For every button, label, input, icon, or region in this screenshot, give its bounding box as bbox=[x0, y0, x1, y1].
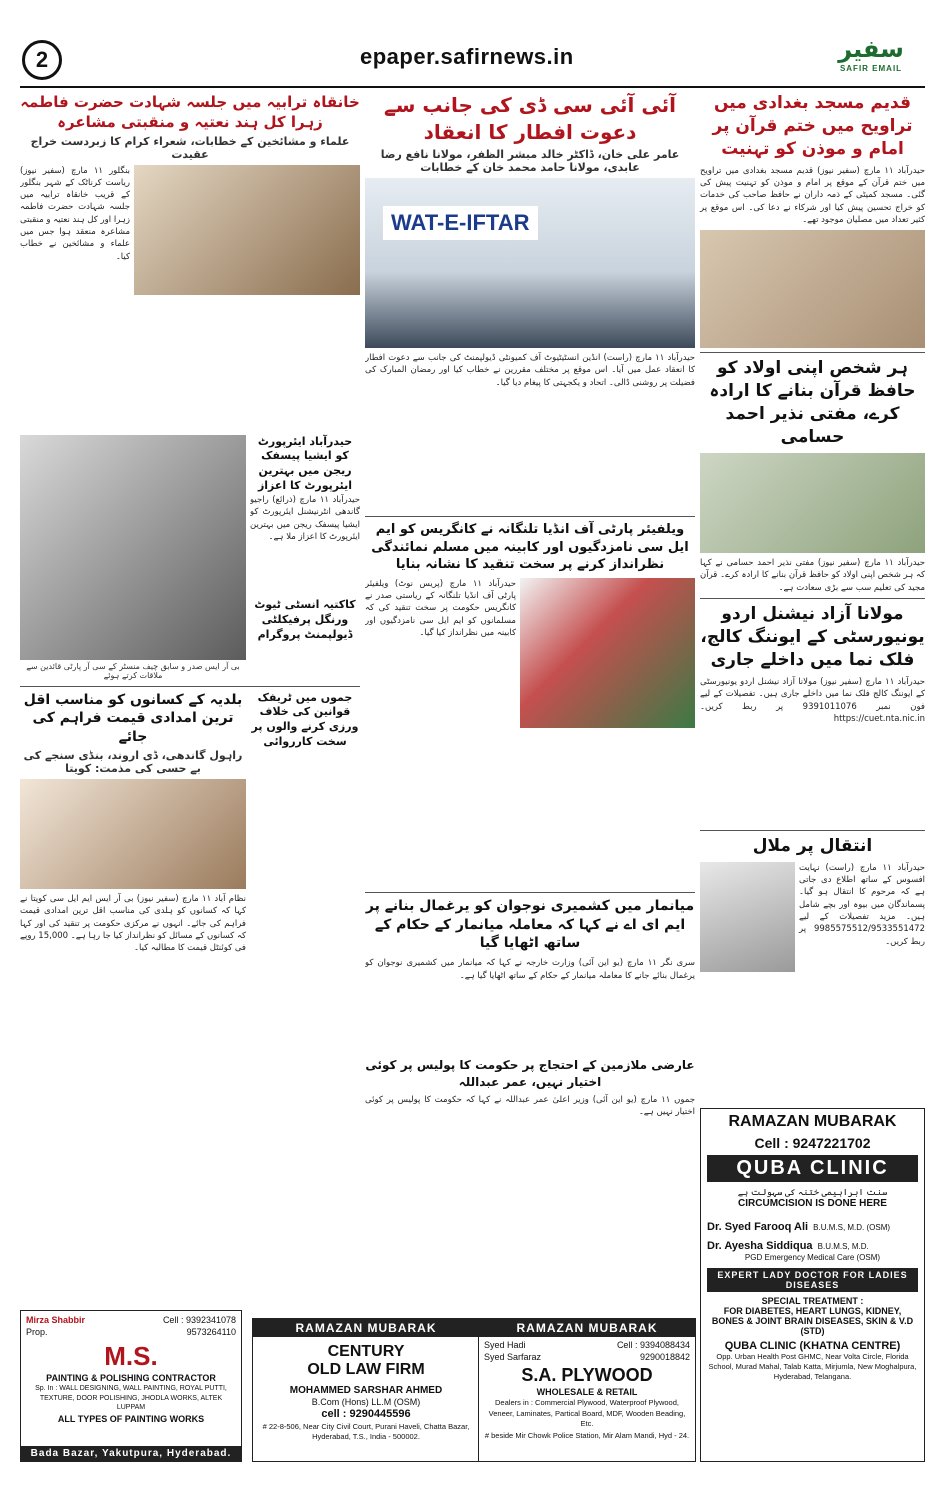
ms-services: Sp. In : WALL DESIGNING, WALL PAINTING, ROYAL PUTTI, TEXTURE, DOOR POLISHING, JHODLA WORKS, ALTEK LUPPAM bbox=[35, 1385, 227, 1412]
mid-story1-subheadline: عامر علی خان، ڈاکٹر خالد مبشر الظفر، مولانا نافع رضا عابدی، مولانا حامد محمد خان کے خطابات bbox=[380, 148, 680, 174]
mid-story1-body: حیدرآباد ۱۱ مارچ (راست) انڈین انسٹیٹیوٹ آف کمیونٹی ڈیولپمنٹ کی جانب سے دعوت افطار کا انعقاد عمل میں آیا۔ اس موقع پر مختلف مقررین نے خطاب کیا اور رمضان المبارک کی فضیلت پر روشنی ڈالی۔ اتحاد و یکجہتی کا پیغام دیا گیا۔ bbox=[365, 353, 695, 388]
divider bbox=[365, 892, 695, 893]
quba-circumcision: CIRCUMCISION IS DONE HERE bbox=[738, 1198, 887, 1210]
left-column bbox=[20, 92, 360, 1103]
right-column bbox=[700, 92, 925, 972]
quba-urdu-line: سنت ابراہیمی ختنہ کی سہولت ہے bbox=[737, 1187, 888, 1197]
plywood-person2: Syed Sarfaraz bbox=[484, 1352, 542, 1363]
divider bbox=[365, 516, 695, 517]
left-story1-subheadline: علماء و مشائخین کے خطابات، شعراء کرام کا زبردست خراج عقیدت bbox=[30, 134, 350, 161]
quba-doctor2: Dr. Ayesha Siddiqua bbox=[707, 1240, 813, 1253]
right-story1-body: حیدرآباد ۱۱ مارچ (سفیر نیوز) قدیم مسجد بغدادی میں تراویح میں ختم قرآن کے موقع پر امام و موذن کو تہنیت پیش کی گئی۔ مسجد کمیٹی کے ذمہ داران نے حافظ صاحب کی خدمات کو خراج تحسین پیش کیا اور شرکاء نے دعا کی۔ اس موقع پر کثیر تعداد میں مصلیان موجود تھے۔ bbox=[700, 165, 925, 226]
divider bbox=[700, 598, 925, 599]
left-story5-headline: بلدیہ کے کسانوں کو مناسب اقل ترین امدادی قیمت فراہم کی جائے bbox=[23, 691, 243, 746]
quba-expert: EXPERT LADY DOCTOR FOR LADIES DISEASES bbox=[707, 1268, 918, 1292]
left-story2-body: حیدرآباد ۱۱ مارچ (ذرائع) راجیو گاندھی انٹرنیشنل ایئرپورٹ کو ایشیا پیسفک ریجن میں بہترین ایئرپورٹ کا اعزاز ملا ہے۔ bbox=[250, 494, 360, 542]
quba-cell: Cell : 9247221702 bbox=[754, 1135, 871, 1151]
right-story3-body: حیدرآباد ۱۱ مارچ (سفیر نیوز) مولانا آزاد نیشنل اردو یونیورسٹی کے ایوننگ کالج فلک نما میں داخلے جاری ہیں۔ تفصیلات کے لیے فون نمبر 9391011076 پر ربط کریں۔ https://cuet.nta.nic.in bbox=[700, 676, 925, 724]
right-story2-headline: ہر شخص اپنی اولاد کو حافظ قرآن بنانے کا ارادہ کرے، مفتی نذیر احمد حسامی bbox=[709, 358, 916, 448]
logo-subtext: SAFIR EMAIL bbox=[839, 64, 903, 73]
mid-story3-body: سری نگر ۱۱ مارچ (یو این آئی) وزارت خارجہ نے کہا کہ میانمار میں کشمیری نوجوان کو یرغمال بنائے جانے کا معاملہ میانمار کے حکام کے ساتھ اٹھایا گیا ہے۔ bbox=[365, 958, 695, 981]
obituary-portrait bbox=[700, 862, 795, 972]
left-story5-subheadline: راہول گاندھی، ڈی اروند، بنڈی سنجے کی بے حسی کی مذمت: کویتا bbox=[23, 749, 243, 776]
page-number: 2 bbox=[22, 40, 62, 80]
plywood-dealers: Dealers in : Commercial Plywood, Waterproof Plywood, Veneer, Laminates, Partical Board, MDF, Wooden Beading, Etc. bbox=[488, 1398, 686, 1428]
plywood-person1: Syed Hadi bbox=[484, 1340, 526, 1350]
ms-all-works: ALL TYPES OF PAINTING WORKS bbox=[57, 1413, 205, 1424]
law-cell: cell : 9290445596 bbox=[321, 1408, 411, 1421]
middle-column bbox=[365, 92, 695, 1118]
quba-ramazan-band: RAMAZAN MUBARAK bbox=[728, 1113, 897, 1130]
hafiz-event-photo bbox=[700, 453, 925, 553]
mid-story4-body: جموں ۱۱ مارچ (یو این آئی) وزیر اعلیٰ عمر عبداللہ نے کہا کہ حکومت کا پولیس پر کوئی اختیار نہیں ہے۔ bbox=[365, 1094, 695, 1117]
law-line2: OLD LAW FIRM bbox=[307, 1361, 425, 1378]
law-ramazan-band: RAMAZAN MUBARAK bbox=[253, 1319, 479, 1337]
left-story1-body: بنگلور ۱۱ مارچ (سفیر نیوز) ریاست کرناٹک کے شہر بنگلور کے قریب خانقاہ ترابیہ میں جلسہ شہادت حضرت فاطمہ زہرا اور کل ہند نعتیہ و منقبتی مشاعرہ منعقد ہوا جس میں علماء و مشائخین نے خطاب کیا۔ bbox=[20, 165, 130, 262]
ms-owner: Mirza Shabbir bbox=[26, 1315, 86, 1325]
iftar-event-photo bbox=[365, 178, 695, 348]
kavitha-event-photo bbox=[20, 779, 246, 889]
law-line1: CENTURY bbox=[327, 1343, 405, 1360]
logo-text: سفیر bbox=[838, 35, 904, 63]
quba-doctor2-role: PGD Emergency Medical Care (OSM) bbox=[744, 1253, 881, 1263]
plywood-ad bbox=[478, 1318, 696, 1462]
mid-story2-body: حیدرآباد ۱۱ مارچ (پریس نوٹ) ویلفیئر پارٹی آف انڈیا تلنگانہ کے ریاستی صدر نے کانگریس حکومت پر سخت تنقید کی کہ مسلمانوں کو ایم ایل سی نامزدگیوں اور کابینہ میں نظرانداز کیا گیا۔ bbox=[365, 578, 516, 638]
ms-tagline: PAINTING & POLISHING CONTRACTOR bbox=[46, 1373, 216, 1384]
ms-cell: Cell : 9392341078 bbox=[162, 1315, 236, 1325]
masthead bbox=[0, 0, 945, 84]
khanqah-event-photo bbox=[134, 165, 360, 295]
right-story2-body: حیدرآباد ۱۱ مارچ (سفیر نیوز) مفتی نذیر احمد حسامی نے کہا کہ ہر شخص اپنی اولاد کو حافظ قرآن بنانے کا ارادہ کرے۔ قرآن مجید کی تعلیم سب سے بڑی سعادت ہے۔ bbox=[700, 558, 925, 593]
kcr-meeting-photo bbox=[20, 435, 246, 660]
mid-story2-headline: ویلفیئر پارٹی آف انڈیا تلنگانہ نے کانگریس کو ایم ایل سی نامزدگیوں اور کابینہ میں مسلم نمائندگی نظرانداز کرنے پر سخت تنقید کا نشانہ بنایا bbox=[371, 522, 689, 573]
divider bbox=[700, 830, 925, 831]
right-story1-headline: قدیم مسجد بغدادی میں تراویح میں ختم قرآن پر امام و موذن کو تہنیت bbox=[712, 93, 913, 159]
left-story2-headline: حیدرآباد ایئرپورٹ کو ایشیا پیسفک ریجن میں بہترین ایئرپورٹ کا اعزاز bbox=[257, 434, 353, 493]
mosque-event-photo bbox=[700, 230, 925, 348]
header-rule bbox=[20, 86, 925, 88]
plywood-ramazan-band: RAMAZAN MUBARAK bbox=[479, 1319, 695, 1337]
left-story1-continued bbox=[20, 295, 360, 435]
left-story5-body: نظام آباد ۱۱ مارچ (سفیر نیوز) بی آر ایس ایم ایل سی کویتا نے کہا کہ کسانوں کو ہلدی کی مناسب اقل ترین امدادی قیمت فراہم کی جائے۔ انہوں نے مرکزی حکومت پر تنقید کی اور کہا کہ کسانوں کے مسائل کو نظرانداز کیا جا رہا ہے۔ 15,000 روپے فی کوئنٹل قیمت کا مطالبہ کیا۔ bbox=[20, 894, 246, 954]
right-story4-body: حیدرآباد ۱۱ مارچ (راست) نہایت افسوس کے ساتھ اطلاع دی جاتی ہے کہ مرحوم کا انتقال ہو گیا۔ پسماندگان میں بیوہ اور بچے شامل ہیں۔ مزید تفصیلات کے لیے 9985575512/9533551472 پر ربط کریں۔ bbox=[799, 862, 925, 947]
mid-story1-headline: آئی آئی سی ڈی کی جانب سے دعوت افطار کا انعقاد bbox=[384, 93, 676, 144]
mid-story4-headline: عارضی ملازمین کے احتجاج پر حکومت کا پولیس پر کوئی اختیار نہیں، عمر عبداللہ bbox=[365, 1058, 695, 1089]
left-story4-headline: جموں میں ٹریفک قوانین کی خلاف ورزی کرنے والوں پر سخت کارروائی bbox=[251, 690, 359, 749]
law-person: MOHAMMED SARSHAR AHMED bbox=[289, 1385, 443, 1396]
quba-doctor1-qual: B.U.M.S, M.D. (OSM) bbox=[813, 1223, 891, 1233]
quba-doctor2-qual: B.U.M.S, M.D. bbox=[817, 1242, 869, 1252]
ms-cell2: 9573264110 bbox=[186, 1327, 236, 1338]
newspaper-logo bbox=[821, 34, 921, 80]
mid-story3-headline: میانمار میں کشمیری نوجوان کو یرغمال بنانے پر ایم ای اے نے کہا کہ معاملہ میانمار کے حکام کے ساتھ اٹھایا گیا bbox=[365, 897, 695, 952]
quba-name2: QUBA CLINIC (KHATNA CENTRE) bbox=[724, 1339, 901, 1352]
left-story1-headline: خانقاہ ترابیہ میں جلسہ شہادت حضرت فاطمہ زہرا کل ہند نعتیہ و منقبتی مشاعرہ bbox=[20, 93, 360, 132]
ms-painting-ad bbox=[20, 1310, 242, 1462]
press-meet-photo bbox=[520, 578, 695, 728]
quba-special: SPECIAL TREATMENT : bbox=[761, 1295, 864, 1306]
plywood-name: S.A. PLYWOOD bbox=[521, 1365, 653, 1386]
quba-name: QUBA CLINIC bbox=[707, 1155, 918, 1182]
iftar-banner: WAT-E-IFTAR bbox=[383, 206, 538, 240]
ms-address: Bada Bazar, Yakutpura, Hyderabad. bbox=[21, 1446, 241, 1461]
mid-story2-continued bbox=[365, 728, 695, 888]
left-story3-headline: کاکتیہ انسٹی ٹیوٹ ورنگل پرفیکلٹی ڈیولپمنٹ پروگرام bbox=[254, 597, 356, 641]
right-story3-headline: مولانا آزاد نیشنل اردو یونیورسٹی کے ایوننگ کالج، فلک نما میں داخلے جاری bbox=[700, 604, 925, 670]
site-url[interactable]: epaper.safirnews.in bbox=[360, 44, 574, 69]
law-firm-ad bbox=[252, 1318, 480, 1462]
divider bbox=[20, 686, 360, 687]
plywood-address: # beside Mir Chowk Police Station, Mir Alam Mandi, Hyd - 24. bbox=[484, 1430, 690, 1440]
ms-name: M.S. bbox=[104, 1341, 158, 1372]
law-qualification: B.Com (Hons) LL.M (OSM) bbox=[311, 1397, 421, 1407]
divider bbox=[700, 352, 925, 353]
quba-clinic-ad bbox=[700, 1108, 925, 1462]
quba-treatments: FOR DIABETES, HEART LUNGS, KIDNEY, BONES & JOINT BRAIN DISEASES, SKIN & V.D (STD) bbox=[711, 1305, 914, 1336]
plywood-type: WHOLESALE & RETAIL bbox=[536, 1387, 638, 1398]
right-story4-headline: انتقال پر ملال bbox=[752, 835, 873, 856]
kcr-photo-caption: بی آر ایس صدر و سابق چیف منسٹر کے سی آر پارٹی قائدین سے ملاقات کرتے ہوئے bbox=[26, 661, 240, 680]
plywood-cell2: 9290018842 bbox=[639, 1352, 690, 1363]
ms-owner-role: Prop. bbox=[26, 1327, 48, 1338]
law-address: # 22-8-506, Near City Civil Court, Purani Haveli, Chatta Bazar, Hyderabad, T.S., India - 500002. bbox=[262, 1422, 470, 1442]
quba-address: Opp. Urban Health Post GHMC, Near Volta Circle, Florida School, Murad Mahal, Talab Katta, Mirjumla, New Moghalpura, Hyderabad, Telangana. bbox=[708, 1351, 917, 1382]
plywood-cell1: Cell : 9394088434 bbox=[616, 1340, 690, 1350]
quba-doctor1: Dr. Syed Farooq Ali bbox=[707, 1221, 809, 1234]
